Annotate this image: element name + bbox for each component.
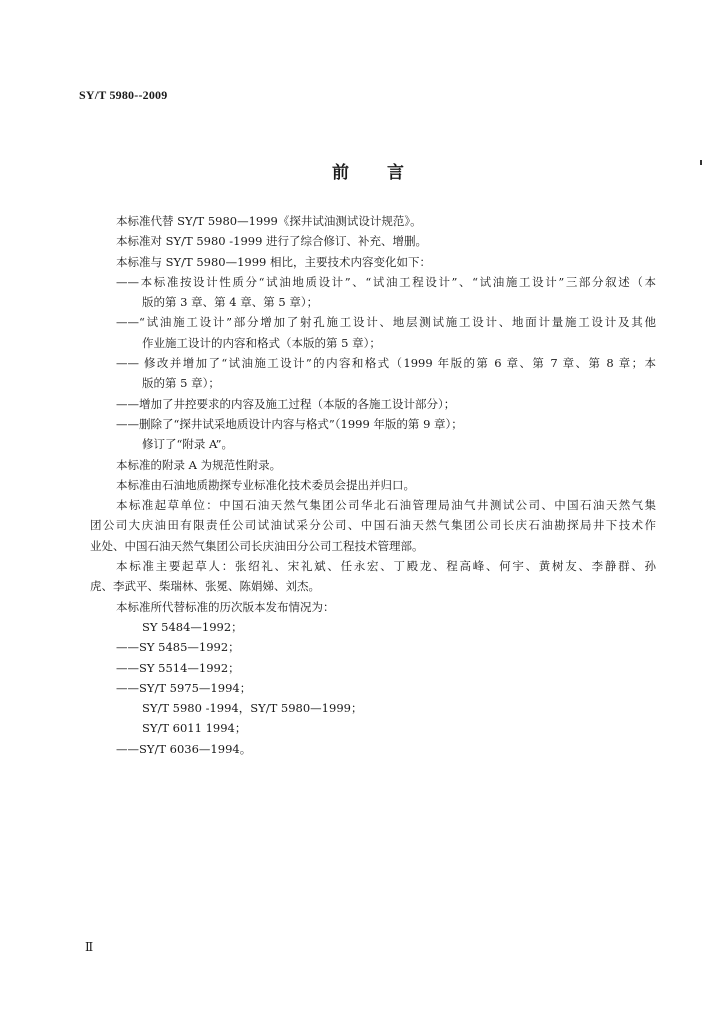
paragraph-line: 本标准的附录 A 为规范性附录。 <box>116 457 282 472</box>
page-number: Ⅱ <box>85 940 94 954</box>
replaced-standard-item: SY/T 6011 1994； <box>142 721 247 736</box>
replaced-standard-item: ——SY 5514—1992； <box>116 660 240 675</box>
paragraph-continuation: 团公司大庆油田有限责任公司试油试采分公司、中国石油天然气集团公司长庆石油勘探局井下技术作 <box>90 518 656 533</box>
paragraph-line: 本标准主要起草人：张绍礼、宋礼斌、任永宏、丁殿龙、程高峰、何宇、黄树友、李静群、孙 <box>116 559 656 574</box>
list-item-line: ——“试油施工设计”部分增加了射孔施工设计、地层测试施工设计、地面计量施工设计及其他 <box>116 315 656 330</box>
list-item-continuation: 版的第 3 章、第 4 章、第 5 章）； <box>142 295 319 310</box>
list-item-line: ——删除了“探井试采地质设计内容与格式”（1999 年版的第 9 章）； <box>116 416 463 431</box>
replaced-standard-item: ——SY/T 5975—1994； <box>116 680 252 695</box>
paragraph-line: 本标准与 SY/T 5980—1999 相比，主要技术内容变化如下： <box>116 254 432 269</box>
paragraph-continuation: 业处、中国石油天然气集团公司长庆油田分公司工程技术管理部。 <box>90 538 424 553</box>
paragraph-line: 本标准由石油地质勘探专业标准化技术委员会提出并归口。 <box>116 477 415 492</box>
replaced-standard-item: ——SY/T 6036—1994。 <box>116 741 252 756</box>
replaced-standard-item: SY 5484—1992； <box>142 619 243 634</box>
standard-code-header: SY/T 5980--2009 <box>79 88 168 102</box>
list-item-continuation: 作业施工设计的内容和格式（本版的第 5 章）； <box>142 335 381 350</box>
title-char-2: 言 <box>387 163 404 183</box>
paragraph-continuation: 虎、李武平、柴瑞林、张冕、陈娟娣、刘杰。 <box>90 579 320 594</box>
list-item-line: —— 修改并增加了“试油施工设计”的内容和格式（1999 年版的第 6 章、第 7 章、第 8 章；本 <box>116 356 656 371</box>
list-item-line: ——本标准按设计性质分“试油地质设计”、“试油工程设计”、“试油施工设计”三部分叙述（本 <box>116 274 656 289</box>
replaced-standard-item: ——SY 5485—1992； <box>116 640 240 655</box>
list-item-line: ——增加了井控要求的内容及施工过程（本版的各施工设计部分）； <box>116 396 456 411</box>
paragraph-line: 本标准代替 SY/T 5980—1999《探井试油测试设计规范》。 <box>116 214 422 228</box>
foreword-body <box>90 211 656 759</box>
title-char-1: 前 <box>332 163 349 183</box>
margin-mark <box>700 160 702 165</box>
paragraph-line: 本标准对 SY/T 5980 -1999 进行了综合修订、补充、增删。 <box>116 234 428 249</box>
list-item-continuation: 修订了“附录 A”。 <box>142 437 234 452</box>
page-title <box>0 158 728 183</box>
paragraph-line: 本标准起草单位：中国石油天然气集团公司华北石油管理局油气井测试公司、中国石油天然气集 <box>116 498 656 513</box>
paragraph-line: 本标准所代替标准的历次版本发布情况为： <box>116 599 335 614</box>
replaced-standard-item: SY/T 5980 -1994，SY/T 5980—1999； <box>142 701 363 716</box>
list-item-continuation: 版的第 5 章）； <box>142 376 220 391</box>
